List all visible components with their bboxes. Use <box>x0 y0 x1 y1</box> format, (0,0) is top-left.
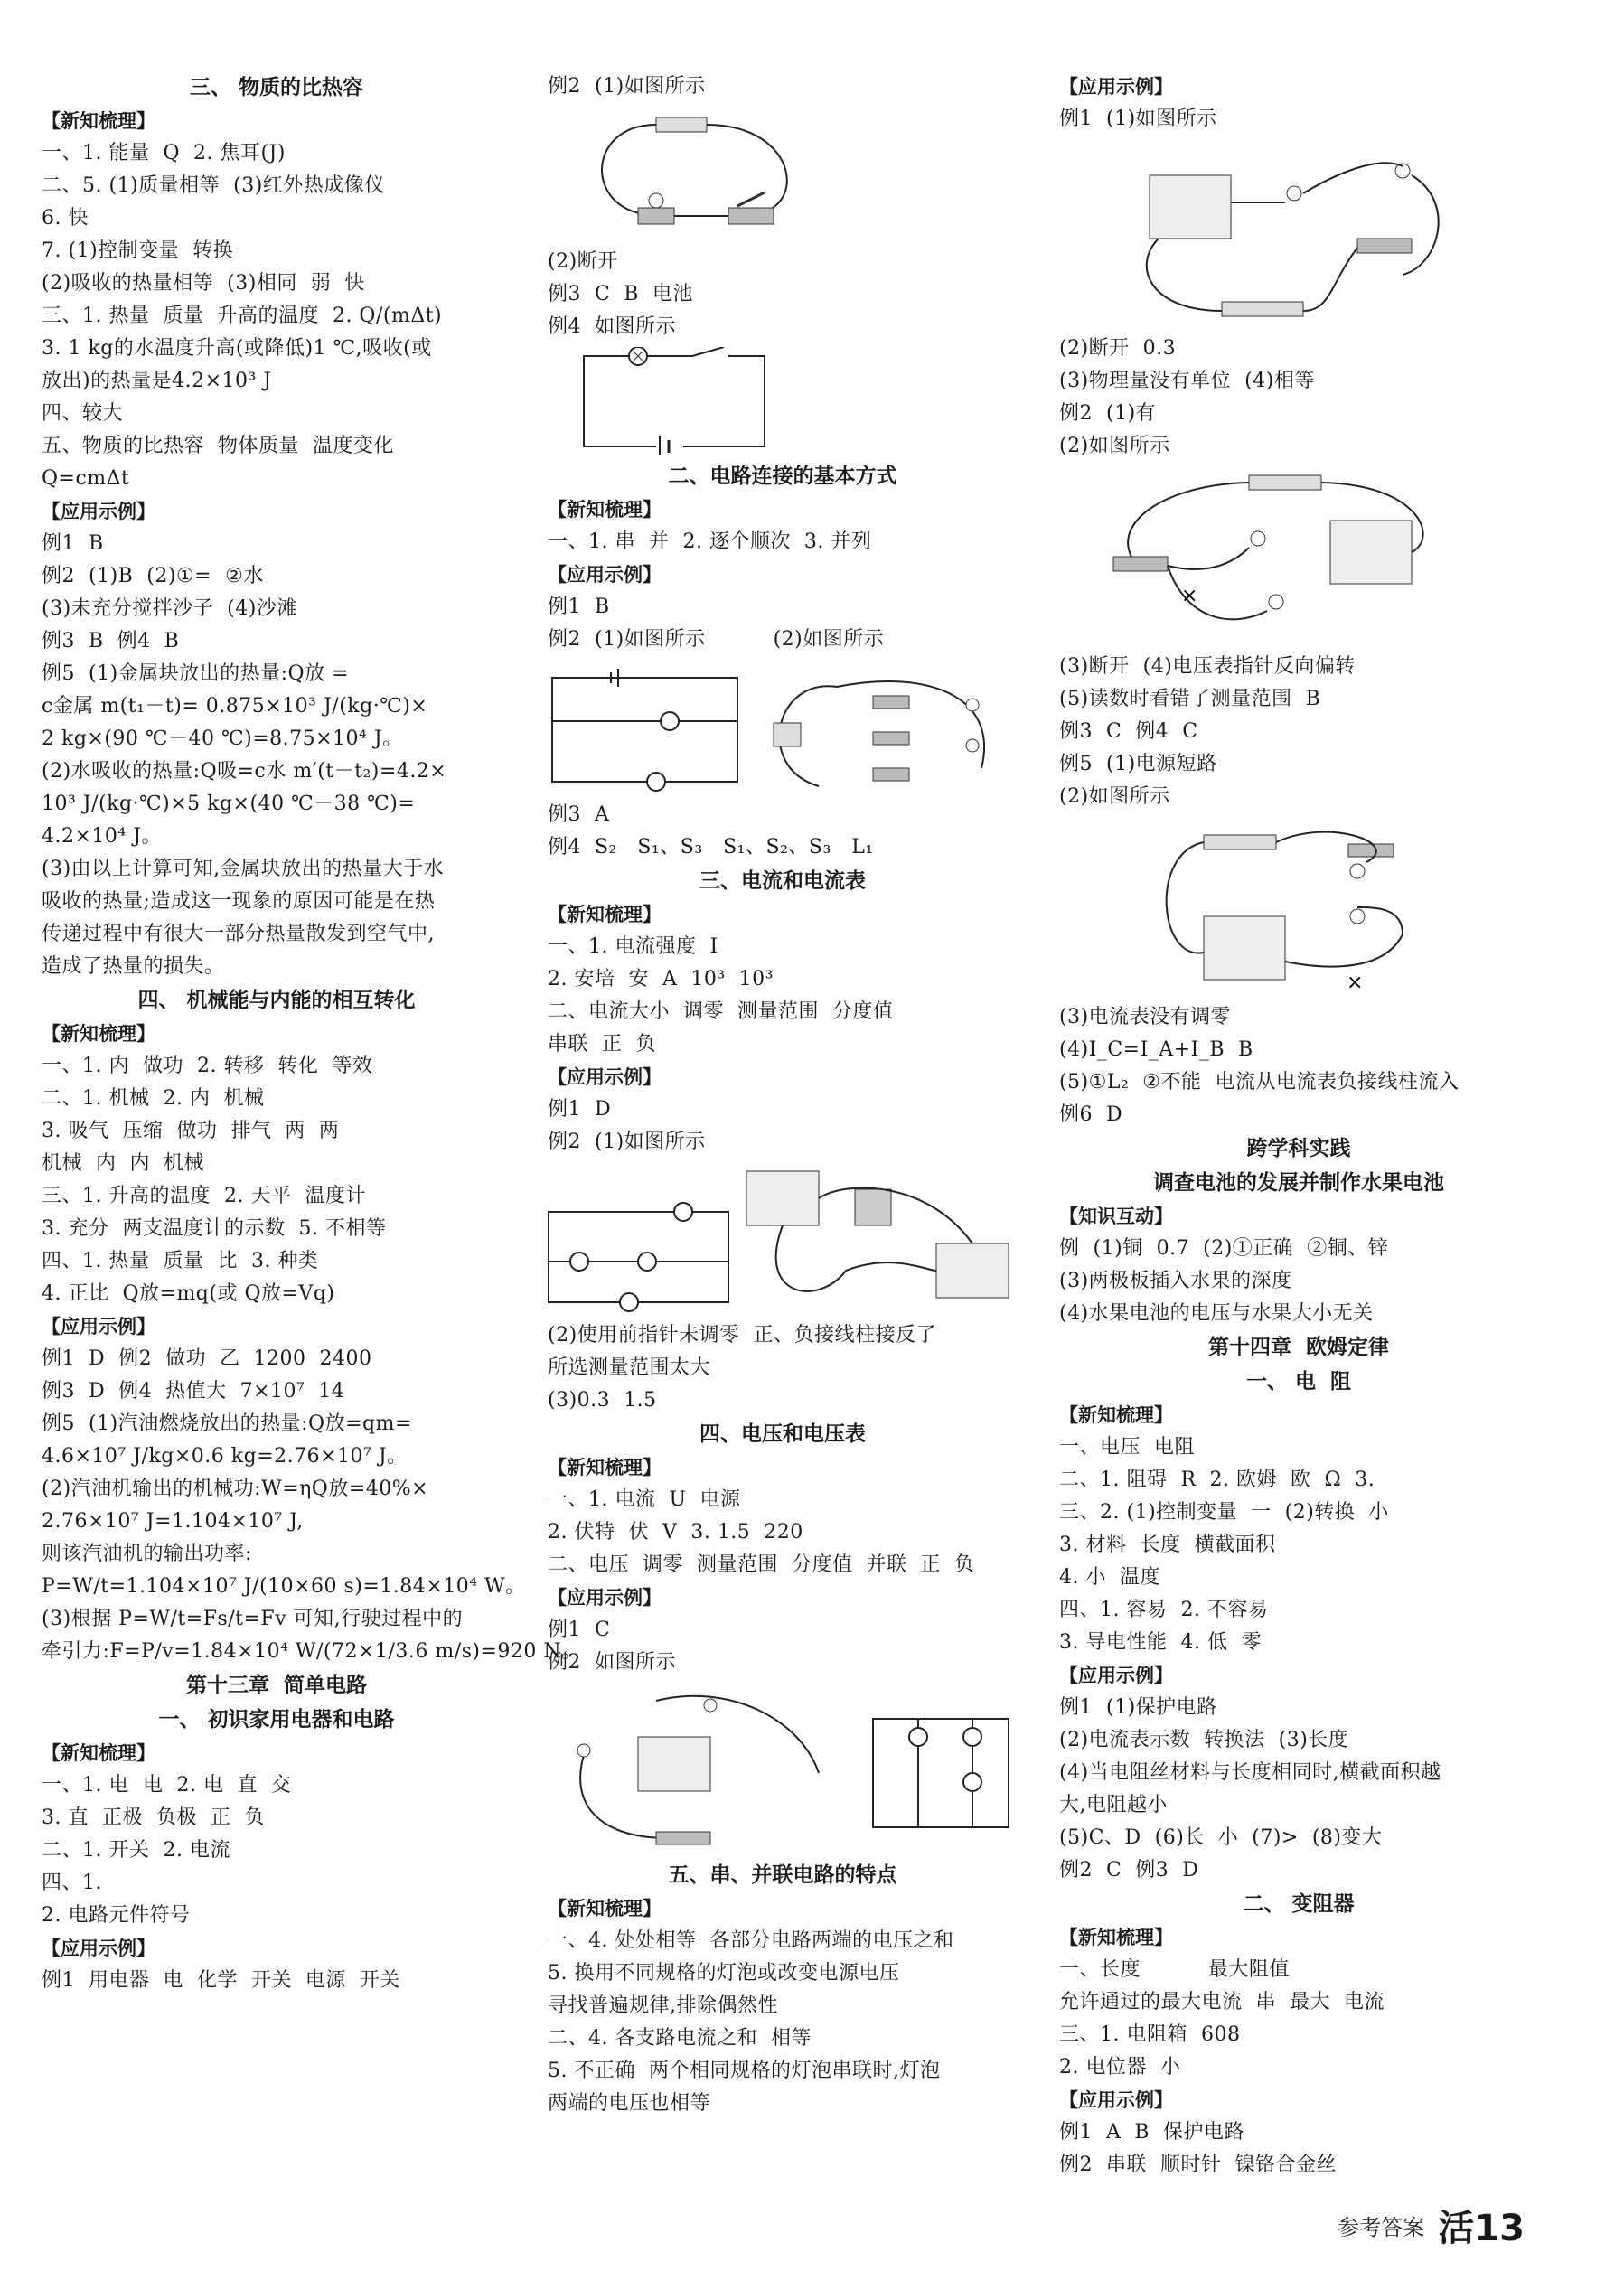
text-line: (2)吸收的热量相等 (3)相同 弱 快 <box>42 272 365 295</box>
text-line: 2 kg×(90 ℃－40 ℃)=8.75×10⁴ J。 <box>42 727 403 750</box>
text-line: 二、5. (1)质量相等 (3)红外热成像仪 <box>42 174 385 197</box>
text-line: 吸收的热量;造成这一现象的原因可能是在热 <box>42 890 436 913</box>
text-line: 2.76×10⁷ J=1.104×10⁷ J, <box>42 1510 304 1533</box>
text-line: (3)物理量没有单位 (4)相等 <box>1059 370 1315 392</box>
text-line: 一、长度 最大阻值 <box>1059 1958 1290 1981</box>
text-line: 3. 充分 两支温度计的示数 5. 不相等 <box>42 1217 387 1240</box>
text-block <box>548 1892 1018 2120</box>
text-line: (3)电流表没有调零 <box>1059 1006 1232 1028</box>
text-block <box>1059 333 1538 463</box>
text-line: 例1 (1)如图所示 <box>1059 108 1217 130</box>
text-block <box>548 898 1018 1159</box>
ammeter-series-figure <box>1059 139 1457 329</box>
text-line: 例2 (1)如图所示 <box>548 75 706 98</box>
text-line: 一、1. 能量 Q 2. 焦耳(J) <box>42 142 286 164</box>
text-line: 三、1. 电阻箱 608 <box>1059 2023 1241 2046</box>
text-line: 一、1. 内 做功 2. 转移 转化 等效 <box>42 1055 373 1077</box>
subsection-tag: 【应用示例】 <box>42 501 155 522</box>
text-line: 二、电压 调零 测量范围 分度值 并联 正 负 <box>548 1553 975 1576</box>
text-line: 例1 C <box>548 1619 611 1641</box>
text-line: Q=cmΔt <box>42 467 130 490</box>
text-line: 一、1. 电流 U 电源 <box>548 1488 741 1511</box>
text-line: 例1 B <box>42 532 104 555</box>
text-line: 串联 正 负 <box>548 1033 656 1056</box>
chapter-title: 第十三章 简单电路 <box>185 1674 367 1697</box>
text-block <box>1059 1001 1538 1131</box>
subsection-tag: 【应用示例】 <box>42 1316 155 1337</box>
subsection-tag: 【新知梳理】 <box>548 904 662 925</box>
text-line: 4.2×10⁴ J。 <box>42 825 163 848</box>
text-line: 例4 如图所示 <box>548 315 676 338</box>
page-footer <box>1338 2200 1525 2251</box>
column-2 <box>548 70 1018 2120</box>
text-line: 寻找普遍规律,排除偶然性 <box>548 1994 778 2017</box>
text-line: 三、1. 热量 质量 升高的温度 2. Q/(mΔt) <box>42 305 443 327</box>
text-line: (5)①L₂ ②不能 电流从电流表负接线柱流入 <box>1059 1071 1460 1093</box>
text-line: 例5 (1)电源短路 <box>1059 753 1217 775</box>
text-line: 10³ J/(kg·℃)×5 kg×(40 ℃－38 ℃)= <box>42 793 416 815</box>
circuit-figure <box>548 107 819 242</box>
text-line: 二、4. 各支路电流之和 相等 <box>548 2027 812 2050</box>
text-line: 3. 1 kg的水温度升高(或降低)1 ℃,吸收(或 <box>42 337 432 360</box>
text-line: 5. 换用不同规格的灯泡或改变电源电压 <box>548 1962 900 1985</box>
text-line: 四、1. 热量 质量 比 3. 种类 <box>42 1250 319 1272</box>
subsection-tag: 【新知梳理】 <box>548 499 662 521</box>
chapter-title: 第十四章 欧姆定律 <box>1207 1336 1389 1359</box>
subsection-tag: 【新知梳理】 <box>42 1742 155 1764</box>
text-block <box>548 246 1018 343</box>
text-line: 2. 伏特 伏 V 3. 1.5 220 <box>548 1521 803 1544</box>
page-number: 活13 <box>1438 2208 1525 2249</box>
text-line: 一、1. 串 并 2. 逐个顺次 3. 并列 <box>548 530 872 553</box>
text-line: (2)断开 <box>548 250 618 273</box>
text-block <box>548 799 1018 864</box>
text-block <box>548 1451 1018 1679</box>
circuit-figures <box>548 660 1018 795</box>
text-line: (2)如图所示 <box>1059 785 1170 808</box>
text-block <box>548 70 1018 103</box>
text-line: (4)I_C=I_A+I_B B <box>1059 1038 1253 1061</box>
text-block <box>1059 70 1538 136</box>
section-title: 四、电压和电压表 <box>699 1422 866 1446</box>
subsection-tag: 【新知梳理】 <box>548 1898 662 1919</box>
text-line: 一、电压 电阻 <box>1059 1436 1195 1459</box>
text-line: 则该汽油机的输出功率: <box>42 1543 252 1565</box>
text-line: 5. 不正确 两个相同规格的灯泡串联时,灯泡 <box>548 2060 941 2082</box>
text-line: (5)读数时看错了测量范围 B <box>1059 688 1321 710</box>
text-line: 四、1. 容易 2. 不容易 <box>1059 1599 1269 1621</box>
text-line: 例1 D 例2 做功 乙 1200 2400 <box>42 1347 372 1370</box>
text-line: (2)断开 0.3 <box>1059 337 1177 360</box>
text-line: 7. (1)控制变量 转换 <box>42 239 234 262</box>
text-line: 所选测量范围太大 <box>548 1356 711 1379</box>
subsection-tag: 【应用示例】 <box>1059 2089 1173 2111</box>
text-line: (2)水吸收的热量:Q吸=c水 m′(t－t₂)=4.2× <box>42 760 447 783</box>
text-line: 例2 如图所示 <box>548 1651 676 1674</box>
text-block <box>1059 651 1538 813</box>
text-block <box>42 105 512 983</box>
section-title: 二、 变阻器 <box>1243 1892 1355 1916</box>
text-line: 三、2. (1)控制变量 一 (2)转换 小 <box>1059 1501 1389 1524</box>
text-line: 例4 S₂ S₁、S₃ S₁、S₂、S₃ L₁ <box>548 836 874 859</box>
subsection-tag: 【知识互动】 <box>1059 1206 1173 1227</box>
text-line: 4. 正比 Q放=mq(或 Q放=Vq) <box>42 1282 335 1305</box>
text-line: 3. 吸气 压缩 做功 排气 两 两 <box>42 1120 340 1142</box>
subsection-tag: 【新知梳理】 <box>42 1023 155 1045</box>
text-line: 4. 小 温度 <box>1059 1566 1160 1589</box>
text-line: 一、1. 电流强度 I <box>548 935 718 958</box>
text-line: 四、1. <box>42 1872 102 1894</box>
text-line: 4.6×10⁷ J/kg×0.6 kg=2.76×10⁷ J。 <box>42 1445 408 1468</box>
section-title: 三、电流和电流表 <box>699 869 866 893</box>
text-line: 例3 C 例4 C <box>1059 720 1198 743</box>
subsection-tag: 【新知梳理】 <box>548 1457 662 1478</box>
footer-label: 参考答案 <box>1338 2215 1425 2240</box>
text-line: 放出)的热量是4.2×10³ J <box>42 370 272 392</box>
text-line: 传递过程中有很大一部分热量散发到空气中, <box>42 923 435 945</box>
text-line: 五、物质的比热容 物体质量 温度变化 <box>42 435 394 457</box>
text-line: 大,电阻越小 <box>1059 1794 1168 1816</box>
text-line: 二、1. 机械 2. 内 机械 <box>42 1087 265 1110</box>
text-block <box>1059 1921 1538 2182</box>
text-line: 二、电流大小 调零 测量范围 分度值 <box>548 1000 894 1023</box>
text-line: 例5 (1)汽油燃烧放出的热量:Q放=qm= <box>42 1412 412 1435</box>
text-line: (4)当电阻丝材料与长度相同时,横截面积越 <box>1059 1761 1441 1784</box>
text-line: 例2 串联 顺时针 镍铬合金丝 <box>1059 2154 1337 2176</box>
text-line: 一、4. 处处相等 各部分电路两端的电压之和 <box>548 1929 954 1952</box>
text-line: 例2 (1)如图所示 (2)如图所示 <box>548 628 885 651</box>
text-line: 2. 电位器 小 <box>1059 2056 1181 2079</box>
text-line: 例3 C B 电池 <box>548 283 693 305</box>
svg-text:×: × <box>1347 971 1364 994</box>
text-line: 3. 直 正极 负极 正 负 <box>42 1806 265 1829</box>
text-line: 3. 材料 长度 横截面积 <box>1059 1534 1276 1556</box>
text-line: (5)C、D (6)长 小 (7)> (8)变大 <box>1059 1826 1383 1849</box>
ammeter-circuit-figures <box>548 1162 1018 1316</box>
text-line: 机械 内 内 机械 <box>42 1152 204 1175</box>
text-line: (3)0.3 1.5 <box>548 1389 657 1412</box>
circuit-diagram <box>548 347 819 455</box>
text-line: 例5 (1)金属块放出的热量:Q放 = <box>42 662 350 685</box>
text-line: (2)使用前指针未调零 正、负接线柱接反了 <box>548 1324 937 1347</box>
text-line: (3)断开 (4)电压表指针反向偏转 <box>1059 655 1356 678</box>
subsection-tag: 【应用示例】 <box>1059 1665 1173 1686</box>
text-line: 例2 (1)有 <box>1059 402 1157 425</box>
text-line: 例1 用电器 电 化学 开关 电源 开关 <box>42 1969 400 1992</box>
text-line: 例2 (1)如图所示 <box>548 1131 706 1153</box>
column-3 <box>1059 70 1538 2182</box>
text-line: 三、1. 升高的温度 2. 天平 温度计 <box>42 1185 366 1207</box>
ammeter-fault-figure <box>1059 817 1457 998</box>
text-line: 两端的电压也相等 <box>548 2092 711 2115</box>
text-line: 牵引力:F=P/v=1.84×10⁴ W/(72×1/3.6 m/s)=920 N。 <box>42 1640 582 1663</box>
text-line: 例1 B <box>548 596 610 618</box>
text-line: 例1 A B 保护电路 <box>1059 2121 1245 2144</box>
text-block <box>548 493 1018 656</box>
text-line: 例6 D <box>1059 1103 1123 1126</box>
text-line: (2)电流表示数 转换法 (3)长度 <box>1059 1729 1349 1751</box>
subsection-tag: 【应用示例】 <box>548 1066 662 1088</box>
text-line: 二、1. 开关 2. 电流 <box>42 1839 230 1862</box>
text-line: 二、1. 阻碍 R 2. 欧姆 欧 Ω 3. <box>1059 1469 1375 1491</box>
text-line: 例 (1)铜 0.7 (2)①正确 ②铜、锌 <box>1059 1237 1389 1260</box>
subsection-tag: 【应用示例】 <box>548 1587 662 1609</box>
voltmeter-parallel-figure <box>1059 466 1475 647</box>
text-line: 例3 D 例4 热值大 7×10⁷ 14 <box>42 1380 345 1403</box>
section-subtitle: 调查电池的发展并制作水果电池 <box>1153 1171 1444 1195</box>
text-line: P=W/t=1.104×10⁷ J/(10×60 s)=1.84×10⁴ W。 <box>42 1575 526 1598</box>
text-line: (4)水果电池的电压与水果大小无关 <box>1059 1302 1374 1325</box>
text-block <box>1059 1399 1538 1887</box>
text-line: 造成了热量的损失。 <box>42 955 225 978</box>
text-line: (2)汽油机输出的机械功:W=ηQ放=40%× <box>42 1478 429 1500</box>
text-line: (3)由以上计算可知,金属块放出的热量大于水 <box>42 858 445 880</box>
text-line: (3)未充分搅拌沙子 (4)沙滩 <box>42 597 297 620</box>
text-line: 3. 导电性能 4. 低 零 <box>1059 1631 1262 1654</box>
section-title: 五、串、并联电路的特点 <box>668 1863 897 1887</box>
text-line: (3)两极板插入水果的深度 <box>1059 1270 1292 1292</box>
subsection-tag: 【新知梳理】 <box>42 110 155 132</box>
text-line: 一、1. 电 电 2. 电 直 交 <box>42 1774 292 1797</box>
text-line: 例1 D <box>548 1098 612 1121</box>
section-title: 四、 机械能与内能的相互转化 <box>137 989 416 1012</box>
section-title: 二、电路连接的基本方式 <box>668 465 897 488</box>
text-line: 四、较大 <box>42 402 124 425</box>
text-line: (3)根据 P=W/t=Fs/t=Fv 可知,行驶过程中的 <box>42 1608 464 1630</box>
text-line: 6. 快 <box>42 207 89 230</box>
text-line: 2. 安培 安 A 10³ 10³ <box>548 968 774 990</box>
subsection-tag: 【应用示例】 <box>548 564 662 586</box>
subsection-tag: 【应用示例】 <box>1059 76 1173 98</box>
text-line: 2. 电路元件符号 <box>42 1904 191 1927</box>
text-line: 允许通过的最大电流 串 最大 电流 <box>1059 1991 1385 2013</box>
text-line: 例3 B 例4 B <box>42 630 180 652</box>
text-line: 例1 (1)保护电路 <box>1059 1696 1217 1719</box>
text-line: 例2 (1)B (2)①= ②水 <box>42 565 264 587</box>
subsection-tag: 【应用示例】 <box>42 1938 155 1959</box>
text-line: c金属 m(t₁－t)= 0.875×10³ J/(kg·℃)× <box>42 695 428 718</box>
subsection-tag: 【新知梳理】 <box>1059 1927 1173 1948</box>
voltmeter-circuit-figures <box>548 1683 1018 1854</box>
text-line: (2)如图所示 <box>1059 435 1170 457</box>
text-line: 例2 C 例3 D <box>1059 1859 1199 1882</box>
section-title: 一、 电 阻 <box>1245 1370 1352 1394</box>
section-title: 三、 物质的比热容 <box>189 76 363 99</box>
text-block <box>1059 1200 1538 1330</box>
section-title: 跨学科实践 <box>1246 1137 1351 1160</box>
section-title: 一、 初识家用电器和电路 <box>158 1708 395 1731</box>
text-block <box>42 1737 512 1997</box>
subsection-tag: 【新知梳理】 <box>1059 1404 1173 1426</box>
text-block <box>548 1319 1018 1417</box>
text-line: 例3 A <box>548 803 610 826</box>
svg-text:×: × <box>1181 585 1198 607</box>
